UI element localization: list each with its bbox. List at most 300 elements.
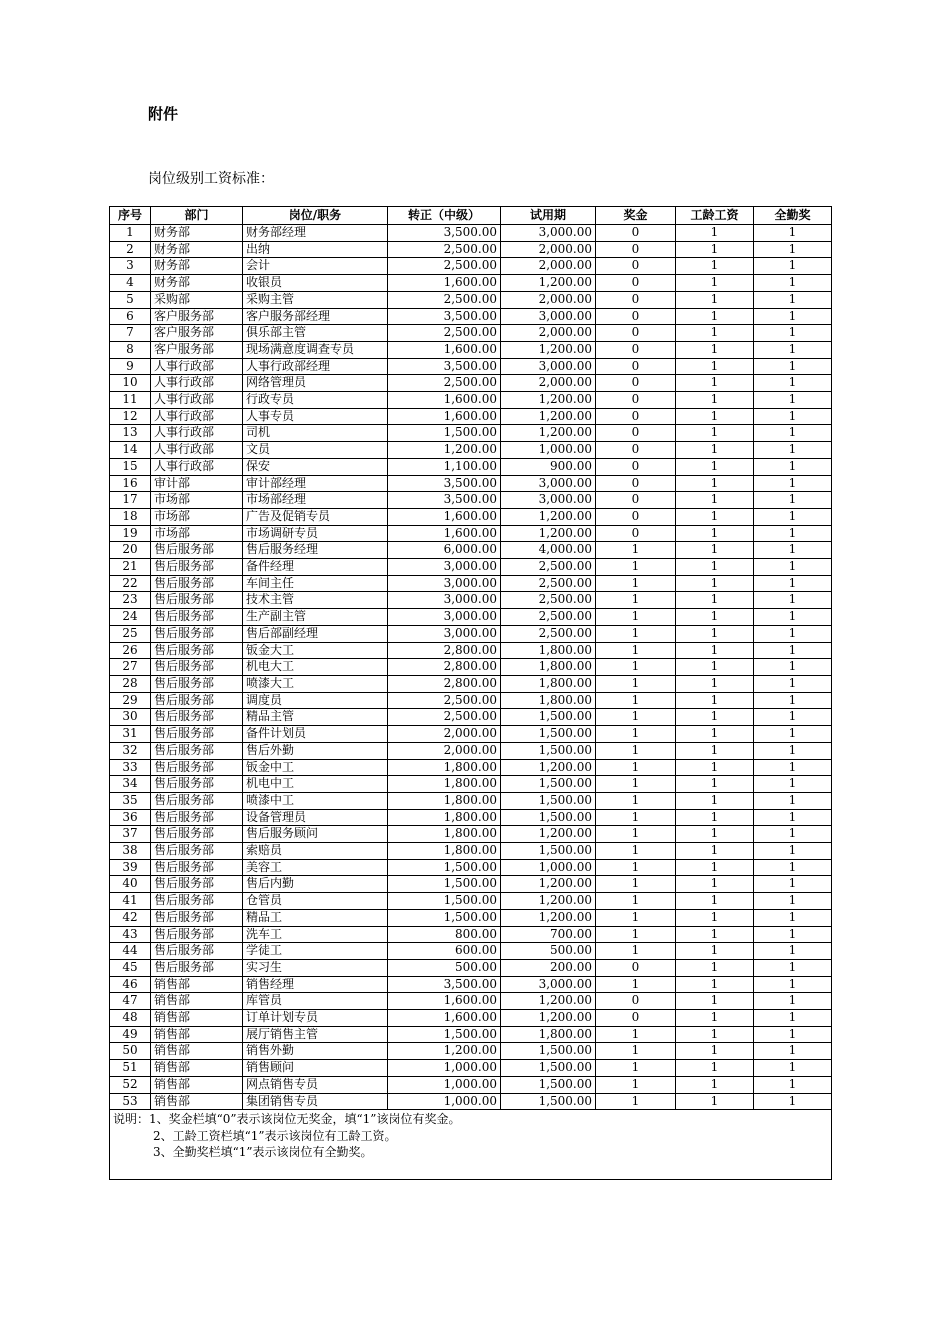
cell-position: 行政专员 <box>243 392 388 409</box>
cell-probation-salary: 3,000.00 <box>501 976 596 993</box>
cell-attendance-bonus: 1 <box>754 859 832 876</box>
cell-bonus: 0 <box>596 341 676 358</box>
cell-bonus: 1 <box>596 759 676 776</box>
cell-bonus: 1 <box>596 726 676 743</box>
table-row <box>110 392 832 409</box>
cell-probation-salary: 1,500.00 <box>501 809 596 826</box>
cell-seniority-pay: 1 <box>676 976 754 993</box>
cell-seniority-pay: 1 <box>676 1093 754 1110</box>
cell-department: 客户服务部 <box>151 341 243 358</box>
cell-attendance-bonus: 1 <box>754 241 832 258</box>
cell-probation-salary: 900.00 <box>501 458 596 475</box>
cell-index: 17 <box>110 492 151 509</box>
cell-probation-salary: 1,200.00 <box>501 508 596 525</box>
cell-regular-salary: 2,000.00 <box>388 742 501 759</box>
cell-position: 采购主管 <box>243 291 388 308</box>
cell-regular-salary: 1,800.00 <box>388 809 501 826</box>
table-row <box>110 1093 832 1110</box>
cell-index: 26 <box>110 642 151 659</box>
cell-bonus: 1 <box>596 625 676 642</box>
cell-position: 调度员 <box>243 692 388 709</box>
cell-position: 收银员 <box>243 275 388 292</box>
cell-department: 售后服务部 <box>151 559 243 576</box>
cell-regular-salary: 3,000.00 <box>388 559 501 576</box>
cell-attendance-bonus: 1 <box>754 742 832 759</box>
cell-attendance-bonus: 1 <box>754 408 832 425</box>
cell-department: 客户服务部 <box>151 308 243 325</box>
cell-bonus: 1 <box>596 1093 676 1110</box>
cell-bonus: 1 <box>596 926 676 943</box>
cell-index: 22 <box>110 575 151 592</box>
cell-attendance-bonus: 1 <box>754 642 832 659</box>
cell-index: 34 <box>110 776 151 793</box>
cell-position: 机电大工 <box>243 659 388 676</box>
cell-attendance-bonus: 1 <box>754 392 832 409</box>
cell-index: 43 <box>110 926 151 943</box>
table-row <box>110 1076 832 1093</box>
cell-probation-salary: 1,200.00 <box>501 993 596 1010</box>
cell-seniority-pay: 1 <box>676 926 754 943</box>
cell-attendance-bonus: 1 <box>754 275 832 292</box>
table-row <box>110 492 832 509</box>
cell-seniority-pay: 1 <box>676 375 754 392</box>
cell-index: 3 <box>110 258 151 275</box>
table-row <box>110 358 832 375</box>
cell-bonus: 0 <box>596 291 676 308</box>
cell-bonus: 1 <box>596 675 676 692</box>
cell-position: 索赔员 <box>243 843 388 860</box>
cell-seniority-pay: 1 <box>676 1010 754 1027</box>
cell-seniority-pay: 1 <box>676 659 754 676</box>
cell-department: 财务部 <box>151 275 243 292</box>
table-row <box>110 308 832 325</box>
cell-position: 人事行政部经理 <box>243 358 388 375</box>
cell-department: 售后服务部 <box>151 542 243 559</box>
cell-position: 销售外勤 <box>243 1043 388 1060</box>
cell-regular-salary: 3,500.00 <box>388 308 501 325</box>
note-line: 3、全勤奖栏填“1”表示该岗位有全勤奖。 <box>153 1145 373 1160</box>
cell-attendance-bonus: 1 <box>754 809 832 826</box>
cell-bonus: 0 <box>596 325 676 342</box>
cell-department: 售后服务部 <box>151 692 243 709</box>
cell-regular-salary: 1,600.00 <box>388 408 501 425</box>
cell-index: 13 <box>110 425 151 442</box>
table-row <box>110 375 832 392</box>
cell-position: 销售经理 <box>243 976 388 993</box>
cell-attendance-bonus: 1 <box>754 1060 832 1077</box>
cell-seniority-pay: 1 <box>676 859 754 876</box>
cell-regular-salary: 6,000.00 <box>388 542 501 559</box>
cell-bonus: 1 <box>596 542 676 559</box>
cell-seniority-pay: 1 <box>676 809 754 826</box>
cell-department: 售后服务部 <box>151 726 243 743</box>
cell-position: 现场满意度调查专员 <box>243 341 388 358</box>
cell-seniority-pay: 1 <box>676 959 754 976</box>
cell-department: 市场部 <box>151 525 243 542</box>
table-row <box>110 859 832 876</box>
header-bonus: 奖金 <box>596 207 676 225</box>
cell-seniority-pay: 1 <box>676 291 754 308</box>
table-row <box>110 943 832 960</box>
cell-probation-salary: 2,000.00 <box>501 375 596 392</box>
cell-bonus: 1 <box>596 859 676 876</box>
cell-attendance-bonus: 1 <box>754 458 832 475</box>
table-row <box>110 475 832 492</box>
table-row <box>110 575 832 592</box>
cell-bonus: 0 <box>596 225 676 242</box>
cell-attendance-bonus: 1 <box>754 308 832 325</box>
cell-seniority-pay: 1 <box>676 625 754 642</box>
table-row <box>110 458 832 475</box>
table-row <box>110 792 832 809</box>
cell-probation-salary: 1,000.00 <box>501 442 596 459</box>
cell-position: 车间主任 <box>243 575 388 592</box>
cell-regular-salary: 2,000.00 <box>388 726 501 743</box>
table-row <box>110 1060 832 1077</box>
cell-attendance-bonus: 1 <box>754 943 832 960</box>
cell-regular-salary: 1,500.00 <box>388 876 501 893</box>
cell-regular-salary: 3,000.00 <box>388 625 501 642</box>
cell-department: 审计部 <box>151 475 243 492</box>
cell-department: 售后服务部 <box>151 826 243 843</box>
cell-probation-salary: 1,200.00 <box>501 525 596 542</box>
cell-bonus: 0 <box>596 392 676 409</box>
notes-row <box>110 1110 832 1180</box>
table-row <box>110 675 832 692</box>
cell-bonus: 1 <box>596 709 676 726</box>
cell-department: 售后服务部 <box>151 893 243 910</box>
cell-attendance-bonus: 1 <box>754 442 832 459</box>
cell-probation-salary: 2,000.00 <box>501 325 596 342</box>
cell-index: 53 <box>110 1093 151 1110</box>
cell-index: 7 <box>110 325 151 342</box>
table-row <box>110 325 832 342</box>
cell-position: 集团销售专员 <box>243 1093 388 1110</box>
cell-position: 网点销售专员 <box>243 1076 388 1093</box>
cell-attendance-bonus: 1 <box>754 475 832 492</box>
cell-position: 生产副主管 <box>243 609 388 626</box>
table-row <box>110 1026 832 1043</box>
cell-attendance-bonus: 1 <box>754 508 832 525</box>
cell-probation-salary: 2,500.00 <box>501 609 596 626</box>
cell-bonus: 0 <box>596 358 676 375</box>
cell-bonus: 1 <box>596 659 676 676</box>
cell-seniority-pay: 1 <box>676 826 754 843</box>
cell-index: 51 <box>110 1060 151 1077</box>
cell-attendance-bonus: 1 <box>754 993 832 1010</box>
cell-bonus: 0 <box>596 442 676 459</box>
cell-seniority-pay: 1 <box>676 275 754 292</box>
cell-attendance-bonus: 1 <box>754 659 832 676</box>
cell-department: 售后服务部 <box>151 642 243 659</box>
cell-department: 销售部 <box>151 1043 243 1060</box>
cell-bonus: 1 <box>596 1076 676 1093</box>
cell-probation-salary: 1,500.00 <box>501 1043 596 1060</box>
cell-bonus: 1 <box>596 776 676 793</box>
cell-seniority-pay: 1 <box>676 258 754 275</box>
cell-regular-salary: 1,600.00 <box>388 341 501 358</box>
table-row <box>110 742 832 759</box>
cell-regular-salary: 3,500.00 <box>388 976 501 993</box>
cell-bonus: 0 <box>596 492 676 509</box>
table-row <box>110 976 832 993</box>
cell-index: 47 <box>110 993 151 1010</box>
table-row <box>110 425 832 442</box>
cell-seniority-pay: 1 <box>676 508 754 525</box>
cell-attendance-bonus: 1 <box>754 792 832 809</box>
cell-department: 销售部 <box>151 1076 243 1093</box>
cell-bonus: 0 <box>596 508 676 525</box>
cell-attendance-bonus: 1 <box>754 1043 832 1060</box>
cell-department: 售后服务部 <box>151 843 243 860</box>
cell-attendance-bonus: 1 <box>754 525 832 542</box>
cell-seniority-pay: 1 <box>676 1076 754 1093</box>
cell-attendance-bonus: 1 <box>754 542 832 559</box>
cell-position: 美容工 <box>243 859 388 876</box>
cell-seniority-pay: 1 <box>676 792 754 809</box>
cell-regular-salary: 600.00 <box>388 943 501 960</box>
cell-department: 售后服务部 <box>151 675 243 692</box>
cell-attendance-bonus: 1 <box>754 592 832 609</box>
cell-position: 市场部经理 <box>243 492 388 509</box>
cell-position: 俱乐部主管 <box>243 325 388 342</box>
cell-index: 5 <box>110 291 151 308</box>
cell-department: 销售部 <box>151 1060 243 1077</box>
cell-index: 49 <box>110 1026 151 1043</box>
cell-probation-salary: 1,200.00 <box>501 893 596 910</box>
cell-probation-salary: 2,000.00 <box>501 258 596 275</box>
cell-probation-salary: 1,200.00 <box>501 408 596 425</box>
cell-regular-salary: 2,500.00 <box>388 709 501 726</box>
cell-regular-salary: 1,500.00 <box>388 893 501 910</box>
cell-regular-salary: 2,500.00 <box>388 375 501 392</box>
cell-index: 44 <box>110 943 151 960</box>
cell-attendance-bonus: 1 <box>754 709 832 726</box>
cell-department: 人事行政部 <box>151 408 243 425</box>
cell-probation-salary: 1,500.00 <box>501 776 596 793</box>
cell-position: 库管员 <box>243 993 388 1010</box>
table-row <box>110 1010 832 1027</box>
cell-probation-salary: 1,200.00 <box>501 392 596 409</box>
cell-index: 27 <box>110 659 151 676</box>
cell-probation-salary: 3,000.00 <box>501 358 596 375</box>
cell-probation-salary: 3,000.00 <box>501 492 596 509</box>
cell-position: 仓管员 <box>243 893 388 910</box>
cell-index: 25 <box>110 625 151 642</box>
cell-index: 32 <box>110 742 151 759</box>
table-row <box>110 609 832 626</box>
cell-regular-salary: 1,600.00 <box>388 508 501 525</box>
cell-regular-salary: 1,600.00 <box>388 1010 501 1027</box>
cell-regular-salary: 2,800.00 <box>388 642 501 659</box>
cell-regular-salary: 2,500.00 <box>388 291 501 308</box>
cell-position: 文员 <box>243 442 388 459</box>
cell-bonus: 0 <box>596 475 676 492</box>
cell-regular-salary: 2,500.00 <box>388 325 501 342</box>
cell-position: 财务部经理 <box>243 225 388 242</box>
header-index: 序号 <box>110 207 151 225</box>
cell-seniority-pay: 1 <box>676 325 754 342</box>
table-row <box>110 709 832 726</box>
cell-attendance-bonus: 1 <box>754 959 832 976</box>
cell-seniority-pay: 1 <box>676 692 754 709</box>
cell-probation-salary: 1,200.00 <box>501 341 596 358</box>
cell-department: 售后服务部 <box>151 742 243 759</box>
cell-seniority-pay: 1 <box>676 893 754 910</box>
cell-bonus: 1 <box>596 909 676 926</box>
cell-department: 市场部 <box>151 492 243 509</box>
cell-department: 售后服务部 <box>151 659 243 676</box>
cell-seniority-pay: 1 <box>676 492 754 509</box>
table-row <box>110 258 832 275</box>
cell-bonus: 1 <box>596 792 676 809</box>
cell-department: 销售部 <box>151 1093 243 1110</box>
cell-index: 50 <box>110 1043 151 1060</box>
cell-department: 市场部 <box>151 508 243 525</box>
cell-regular-salary: 2,800.00 <box>388 675 501 692</box>
cell-probation-salary: 700.00 <box>501 926 596 943</box>
cell-index: 45 <box>110 959 151 976</box>
cell-regular-salary: 1,200.00 <box>388 442 501 459</box>
attachment-title: 附件 <box>148 105 179 123</box>
cell-index: 9 <box>110 358 151 375</box>
cell-position: 售后外勤 <box>243 742 388 759</box>
notes-cell <box>110 1110 832 1180</box>
cell-bonus: 0 <box>596 258 676 275</box>
cell-position: 技术主管 <box>243 592 388 609</box>
cell-probation-salary: 1,500.00 <box>501 1076 596 1093</box>
cell-seniority-pay: 1 <box>676 843 754 860</box>
cell-bonus: 0 <box>596 959 676 976</box>
note-line: 2、工龄工资栏填“1”表示该岗位有工龄工资。 <box>153 1128 397 1143</box>
cell-bonus: 1 <box>596 1043 676 1060</box>
cell-attendance-bonus: 1 <box>754 1026 832 1043</box>
cell-regular-salary: 3,500.00 <box>388 492 501 509</box>
cell-seniority-pay: 1 <box>676 358 754 375</box>
cell-probation-salary: 4,000.00 <box>501 542 596 559</box>
cell-department: 售后服务部 <box>151 792 243 809</box>
table-subtitle: 岗位级别工资标准： <box>148 171 274 187</box>
cell-position: 客户服务部经理 <box>243 308 388 325</box>
cell-seniority-pay: 1 <box>676 525 754 542</box>
cell-index: 33 <box>110 759 151 776</box>
cell-index: 18 <box>110 508 151 525</box>
cell-probation-salary: 1,200.00 <box>501 275 596 292</box>
cell-bonus: 1 <box>596 575 676 592</box>
cell-seniority-pay: 1 <box>676 1060 754 1077</box>
cell-position: 喷漆中工 <box>243 792 388 809</box>
cell-bonus: 1 <box>596 642 676 659</box>
cell-seniority-pay: 1 <box>676 759 754 776</box>
cell-department: 售后服务部 <box>151 926 243 943</box>
cell-position: 精品工 <box>243 909 388 926</box>
cell-department: 人事行政部 <box>151 392 243 409</box>
cell-probation-salary: 1,800.00 <box>501 675 596 692</box>
cell-probation-salary: 1,500.00 <box>501 792 596 809</box>
cell-position: 会计 <box>243 258 388 275</box>
cell-index: 10 <box>110 375 151 392</box>
cell-index: 4 <box>110 275 151 292</box>
cell-index: 11 <box>110 392 151 409</box>
cell-regular-salary: 1,600.00 <box>388 392 501 409</box>
cell-department: 售后服务部 <box>151 959 243 976</box>
cell-probation-salary: 2,000.00 <box>501 241 596 258</box>
cell-attendance-bonus: 1 <box>754 759 832 776</box>
cell-regular-salary: 3,000.00 <box>388 575 501 592</box>
cell-seniority-pay: 1 <box>676 341 754 358</box>
table-row <box>110 625 832 642</box>
cell-position: 钣金大工 <box>243 642 388 659</box>
cell-attendance-bonus: 1 <box>754 325 832 342</box>
cell-index: 42 <box>110 909 151 926</box>
cell-department: 售后服务部 <box>151 609 243 626</box>
cell-position: 销售顾问 <box>243 1060 388 1077</box>
table-row <box>110 759 832 776</box>
cell-regular-salary: 1,600.00 <box>388 993 501 1010</box>
cell-department: 销售部 <box>151 993 243 1010</box>
cell-seniority-pay: 1 <box>676 709 754 726</box>
cell-bonus: 1 <box>596 1026 676 1043</box>
cell-regular-salary: 1,800.00 <box>388 792 501 809</box>
cell-position: 学徒工 <box>243 943 388 960</box>
cell-seniority-pay: 1 <box>676 442 754 459</box>
cell-position: 人事专员 <box>243 408 388 425</box>
cell-index: 12 <box>110 408 151 425</box>
table-row <box>110 993 832 1010</box>
cell-regular-salary: 1,000.00 <box>388 1076 501 1093</box>
cell-position: 售后内勤 <box>243 876 388 893</box>
cell-index: 15 <box>110 458 151 475</box>
cell-index: 16 <box>110 475 151 492</box>
cell-index: 1 <box>110 225 151 242</box>
cell-seniority-pay: 1 <box>676 408 754 425</box>
cell-probation-salary: 3,000.00 <box>501 308 596 325</box>
cell-position: 精品主管 <box>243 709 388 726</box>
cell-index: 20 <box>110 542 151 559</box>
cell-bonus: 1 <box>596 943 676 960</box>
cell-position: 备件经理 <box>243 559 388 576</box>
cell-attendance-bonus: 1 <box>754 776 832 793</box>
cell-seniority-pay: 1 <box>676 392 754 409</box>
cell-seniority-pay: 1 <box>676 475 754 492</box>
cell-department: 售后服务部 <box>151 943 243 960</box>
cell-bonus: 0 <box>596 525 676 542</box>
table-body <box>110 225 832 1110</box>
cell-probation-salary: 1,800.00 <box>501 692 596 709</box>
cell-index: 46 <box>110 976 151 993</box>
header-probation-salary: 试用期 <box>501 207 596 225</box>
table-row <box>110 893 832 910</box>
cell-seniority-pay: 1 <box>676 241 754 258</box>
cell-probation-salary: 1,500.00 <box>501 742 596 759</box>
cell-department: 人事行政部 <box>151 425 243 442</box>
cell-regular-salary: 2,800.00 <box>388 659 501 676</box>
cell-bonus: 0 <box>596 993 676 1010</box>
table-row <box>110 726 832 743</box>
cell-seniority-pay: 1 <box>676 876 754 893</box>
cell-regular-salary: 1,800.00 <box>388 826 501 843</box>
cell-department: 售后服务部 <box>151 809 243 826</box>
cell-bonus: 1 <box>596 1060 676 1077</box>
cell-index: 39 <box>110 859 151 876</box>
cell-position: 订单计划专员 <box>243 1010 388 1027</box>
header-attendance-bonus: 全勤奖 <box>754 207 832 225</box>
cell-probation-salary: 1,200.00 <box>501 425 596 442</box>
cell-position: 市场调研专员 <box>243 525 388 542</box>
cell-regular-salary: 1,500.00 <box>388 425 501 442</box>
cell-position: 广告及促销专员 <box>243 508 388 525</box>
cell-department: 售后服务部 <box>151 859 243 876</box>
